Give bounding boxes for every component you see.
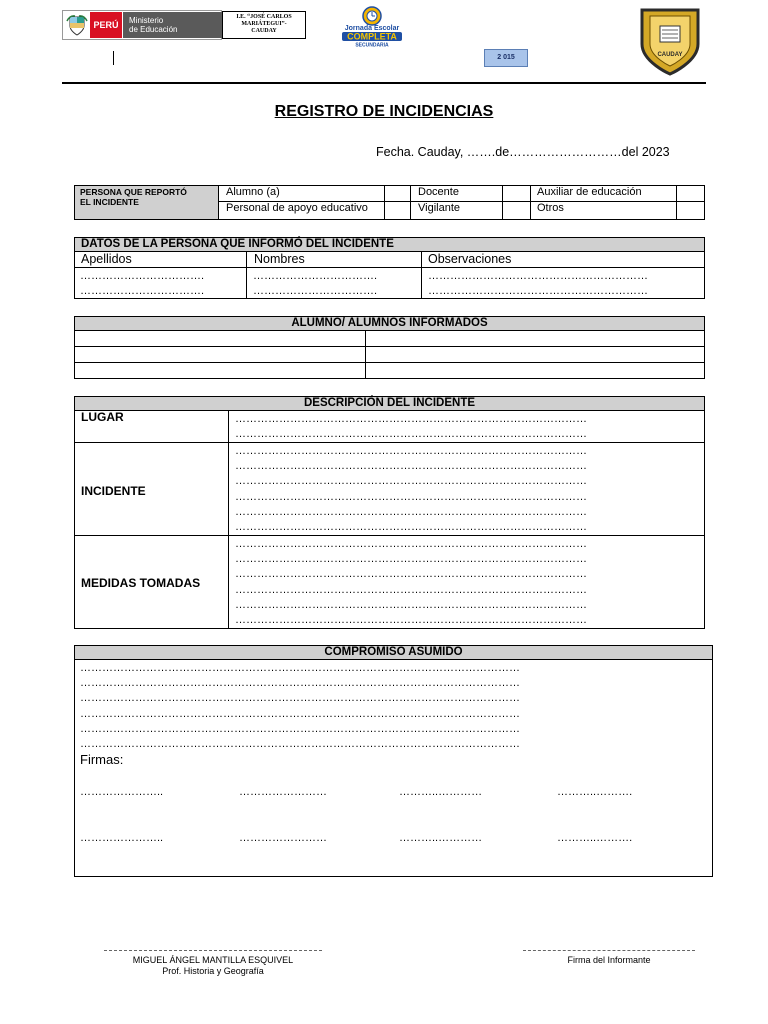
signature-line-5[interactable]: ………………….. [80, 832, 164, 844]
signature-line-8[interactable]: ………..………. [557, 832, 633, 844]
checkbox-docente[interactable] [503, 186, 530, 201]
student-row-1-b[interactable] [366, 331, 704, 346]
medidas-label: MEDIDAS TOMADAS [81, 576, 201, 590]
commitment-heading: COMPROMISO ASUMIDO [74, 645, 713, 660]
option-docente: Docente [418, 186, 459, 198]
student-row-3-a[interactable] [75, 363, 364, 378]
signature-line-4[interactable]: ………..………. [557, 786, 633, 798]
jornada-line1: Jornada Escolar [344, 25, 400, 32]
signature-line-2[interactable]: …………………… [239, 786, 327, 798]
signature-line-3[interactable]: ………..………… [399, 786, 483, 798]
nombres-field[interactable]: ……………………………. ……………………………. [253, 270, 378, 298]
jornada-line2: COMPLETA [347, 31, 397, 42]
student-row-2-b[interactable] [366, 347, 704, 362]
option-personal-apoyo: Personal de apoyo educativo [226, 202, 368, 214]
option-vigilante: Vigilante [418, 202, 460, 214]
teacher-role: Prof. Historia y Geografía [162, 966, 264, 976]
peru-label: PERÚ [90, 12, 122, 38]
checkbox-otros[interactable] [677, 202, 705, 220]
checkbox-personal-apoyo[interactable] [385, 202, 410, 220]
header-rule [62, 82, 706, 84]
school-name-box: I.E. “JOSÉ CARLOS MARIÁTEGUI”- CAUDAY [222, 11, 306, 39]
checkbox-vigilante[interactable] [503, 202, 530, 220]
apellidos-field[interactable]: ……………………………. ……………………………. [80, 270, 205, 298]
commitment-field[interactable]: ………………………………………………………………………………………………………… ………………………………………………………………………………………………………… ………………………………………………………………………………………………………… ………………………………………………………………………………………………………… ………………………………………………………………………………………………………… ………………………………………………………………………………………………………… [80, 662, 520, 751]
lugar-label: LUGAR [81, 410, 124, 424]
lugar-field[interactable]: …………………………………………………………………………………… …………………………………………………………………………………… [235, 413, 587, 441]
signature-line-7[interactable]: ………..………… [399, 832, 483, 844]
student-row-2-a[interactable] [75, 347, 364, 362]
jornada-line3: SECUNDARIA [355, 42, 389, 48]
students-heading: ALUMNO/ ALUMNOS INFORMADOS [74, 316, 705, 331]
col-nombres: Nombres [254, 252, 305, 266]
crest-text: CAUDAY [657, 52, 683, 58]
col-apellidos: Apellidos [81, 252, 132, 266]
reporter-label: PERSONA QUE REPORTÓ EL INCIDENTE [80, 187, 187, 207]
signature-line-6[interactable]: …………………… [239, 832, 327, 844]
option-alumno: Alumno (a) [226, 186, 280, 198]
header-tick [113, 51, 114, 65]
observaciones-field[interactable]: …………………………………………………… …………………………………………………… [428, 270, 648, 298]
minedu-logo [62, 10, 222, 40]
date-line[interactable]: Fecha. Cauday, …….de………………………del 2023 [376, 145, 670, 159]
jornada-escolar-completa-logo [336, 4, 408, 48]
firmas-label: Firmas: [80, 752, 124, 767]
ministry-label: Ministerio de Educación [123, 12, 222, 38]
description-heading: DESCRIPCIÓN DEL INCIDENTE [74, 396, 705, 411]
col-observaciones: Observaciones [428, 252, 512, 266]
teacher-name: MIGUEL ÁNGEL MANTILLA ESQUIVEL [132, 955, 294, 965]
incidente-field[interactable]: …………………………………………………………………………………… …………………………………………………………………………………… …………………………………………………………………………………… …………………………………………………………………………………… …………………………………………………………………………………… …………………………………………………………………………………… [235, 445, 587, 534]
page-title: REGISTRO DE INCIDENCIAS [274, 103, 494, 120]
signature-line-1[interactable]: ………………….. [80, 786, 164, 798]
checkbox-auxiliar[interactable] [677, 186, 705, 201]
student-row-3-b[interactable] [366, 363, 704, 378]
teacher-signature-line [104, 950, 322, 951]
medidas-field[interactable]: …………………………………………………………………………………… …………………………………………………………………………………… …………………………………………………………………………………… …………………………………………………………………………………… …………………………………………………………………………………… …………………………………………………………………………………… [235, 538, 587, 627]
checkbox-alumno[interactable] [385, 186, 410, 201]
option-otros: Otros [537, 202, 564, 214]
option-auxiliar: Auxiliar de educación [537, 186, 642, 198]
year-badge: 2 015 [484, 49, 528, 67]
informant-signature-label: Firma del Informante [567, 955, 651, 965]
informant-signature-line [523, 950, 695, 951]
student-row-1-a[interactable] [75, 331, 364, 346]
informant-heading: DATOS DE LA PERSONA QUE INFORMÓ DEL INCIDENTE [74, 237, 705, 252]
school-crest-icon [638, 6, 702, 78]
incidente-label: INCIDENTE [81, 484, 146, 498]
peru-coat-of-arms-icon [65, 13, 89, 37]
